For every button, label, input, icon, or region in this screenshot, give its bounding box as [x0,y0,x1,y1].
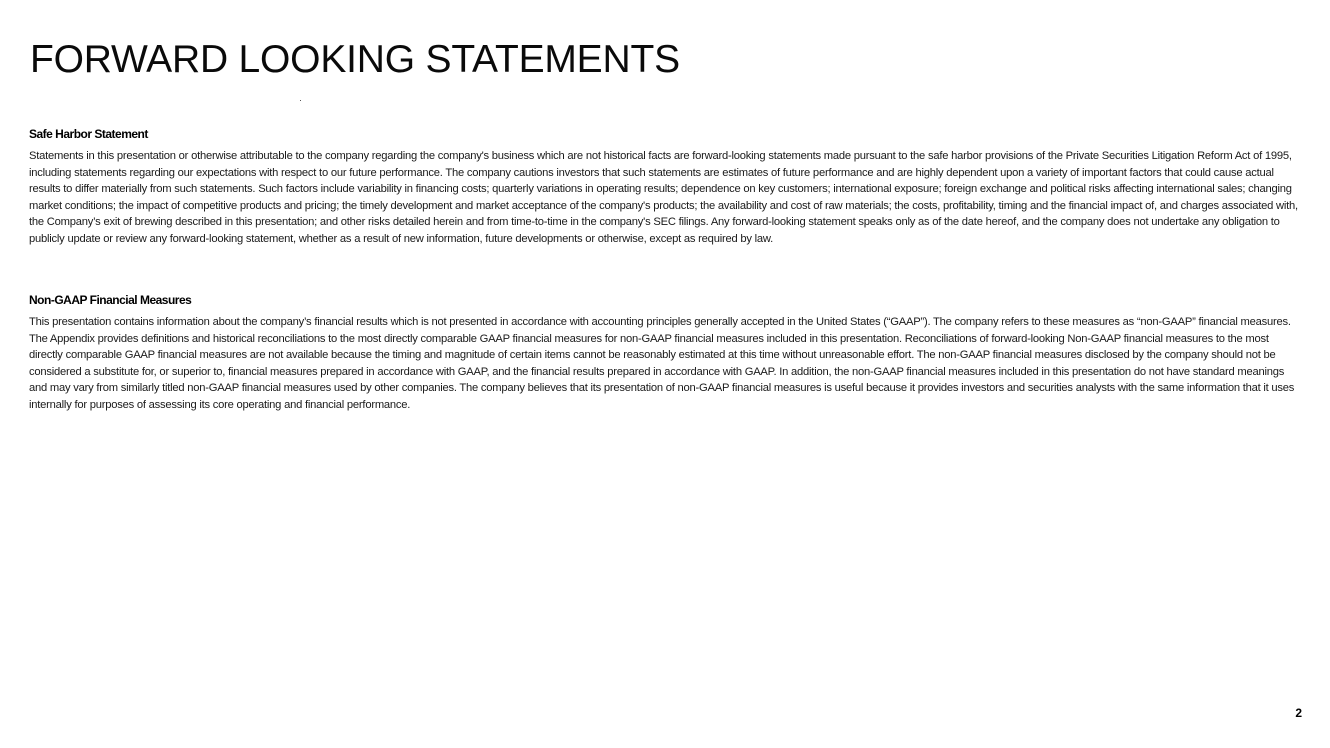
non-gaap-body: This presentation contains information about the company’s financial results which is not presented in accordance with accounting principles generally accepted in the United States (“GAAP”). The company refers to these measures as “non-GAAP” financial measures. The Appendix provides definitions and historical reconciliations to the most directly comparable GAAP financial measures for non-GAAP financial measures included in this presentation. Reconciliations of forward-looking Non-GAAP financial measures to the most directly comparable GAAP financial measures are not available because the timing and magnitude of certain items cannot be reasonably estimated at this time without unreasonable effort. The non-GAAP financial measures disclosed by the company should not be considered a substitute for, or superior to, financial measures prepared in accordance with GAAP, and the financial results prepared in accordance with GAAP. In addition, the non-GAAP financial measures included in this presentation do not have standard meanings and may vary from similarly titled non-GAAP financial measures used by other companies. The company believes that its presentation of non-GAAP financial measures is useful because it provides investors and securities analysts with the same information that it uses internally for purposes of assessing its core operating and financial performance. [29,316,1295,411]
non-gaap-heading: Non-GAAP Financial Measures [29,293,192,307]
slide-title: FORWARD LOOKING STATEMENTS [30,38,680,81]
safe-harbor-body: Statements in this presentation or otherwise attributable to the company regarding the company's business which are not historical facts are forward-looking statements made pursuant to the safe harbor provisions of the Private Securities Litigation Reform Act of 1995, including statements regarding our expectations with respect to our future performance. The company cautions investors that such statements are estimates of future performance and are highly dependent upon a variety of important factors that could cause actual results to differ materially from such statements. Such factors include variability in financing costs; quarterly variations in operating results; dependence on key customers; international exposure; foreign exchange and political risks affecting international sales; changing market conditions; the impact of competitive products and pricing; the timely development and market acceptance of the company's products; the availability and cost of raw materials; the costs, profitability, timing and the financial impact of, and charges associated with, the Company’s exit of brewing described in this presentation; and other risks detailed herein and from time-to-time in the company's SEC filings. Any forward-looking statement speaks only as of the date hereof, and the company does not undertake any obligation to publicly update or review any forward-looking statement, whether as a result of new information, future developments or otherwise, except as required by law. [29,150,1298,245]
safe-harbor-section [29,127,1305,248]
page-number: 2 [1295,706,1302,720]
safe-harbor-heading: Safe Harbor Statement [29,127,148,141]
decorative-dot [300,100,301,101]
non-gaap-section [29,293,1305,414]
